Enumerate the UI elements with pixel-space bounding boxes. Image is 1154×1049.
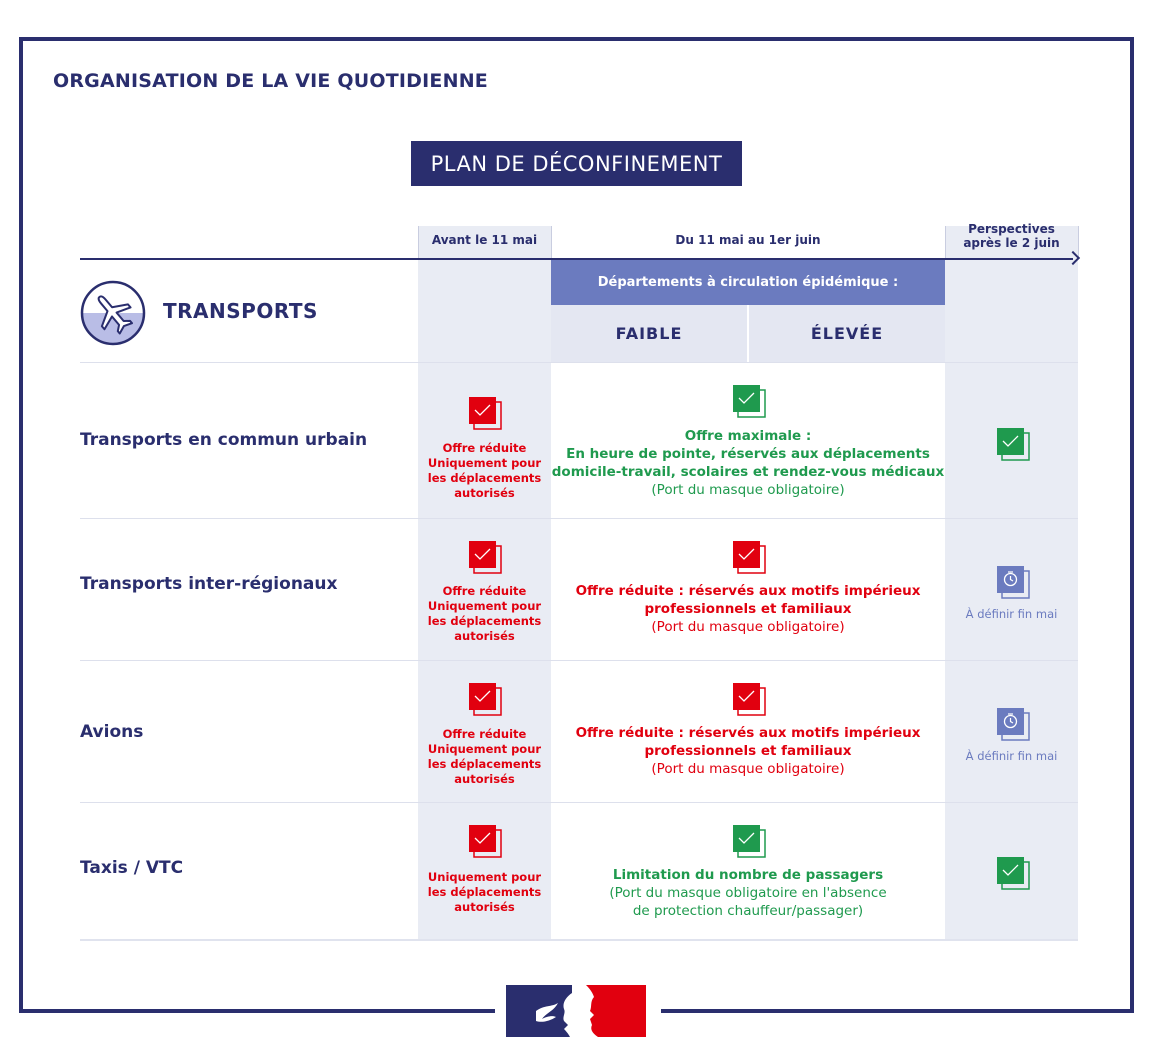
during-title: Offre maximale : — [684, 428, 812, 444]
text-line: Offre réduite — [442, 441, 527, 455]
during-text — [551, 582, 945, 636]
airplane-icon — [80, 280, 146, 346]
text-line: autorisés — [454, 486, 515, 500]
marianne-logo-icon — [506, 985, 646, 1037]
departments-banner: Départements à circulation épidémique : — [551, 260, 945, 305]
green-check-icon — [732, 384, 766, 418]
text-line: Uniquement pour — [427, 456, 542, 470]
row-divider — [80, 518, 1078, 519]
green-check-icon — [996, 856, 1030, 890]
text-line: les déplacements — [427, 614, 542, 628]
sub-header-high: ÉLEVÉE — [749, 305, 945, 362]
row-label-interregional-transport: Transports inter-régionaux — [80, 574, 338, 594]
during-text — [551, 724, 945, 778]
before-text — [418, 584, 551, 644]
column-header-before: Avant le 11 mai — [431, 233, 538, 247]
text-line: Offre réduite : réservés aux motifs impérieux — [575, 725, 921, 741]
text-line: Offre réduite — [442, 727, 527, 741]
during-note: (Port du masque obligatoire) — [651, 619, 845, 635]
before-text — [418, 870, 551, 915]
text-line: Offre réduite — [442, 584, 527, 598]
clock-icon — [996, 565, 1030, 599]
red-check-icon — [732, 682, 766, 716]
category-title: TRANSPORTS — [163, 299, 318, 323]
red-check-icon — [468, 824, 502, 858]
section-title: ORGANISATION DE LA VIE QUOTIDIENNE — [53, 70, 488, 92]
clock-icon — [996, 707, 1030, 741]
text-line: professionnels et familiaux — [644, 601, 852, 617]
text-line: Uniquement pour — [427, 742, 542, 756]
during-title: Limitation du nombre de passagers — [612, 867, 884, 883]
text-line: les déplacements — [427, 471, 542, 485]
during-text — [551, 427, 945, 499]
text-line: les déplacements — [427, 757, 542, 771]
green-check-icon — [996, 427, 1030, 461]
red-check-icon — [468, 682, 502, 716]
during-note: (Port du masque obligatoire) — [651, 761, 845, 777]
text-line: professionnels et familiaux — [644, 743, 852, 759]
text-line: domicile-travail, scolaires et rendez-vous médicaux — [551, 464, 945, 480]
during-note: (Port du masque obligatoire) — [651, 482, 845, 498]
after-text: À définir fin mai — [965, 749, 1058, 763]
row-divider — [80, 660, 1078, 661]
text-line: autorisés — [454, 900, 515, 914]
row-divider — [80, 802, 1078, 803]
row-label-urban-transport: Transports en commun urbain — [80, 430, 368, 450]
table-bottom-border — [80, 939, 1078, 941]
before-text — [418, 441, 551, 501]
text-line: autorisés — [454, 629, 515, 643]
red-check-icon — [468, 540, 502, 574]
red-check-icon — [732, 540, 766, 574]
divider — [1078, 226, 1079, 258]
after-text: À définir fin mai — [965, 607, 1058, 621]
row-label-taxis: Taxis / VTC — [80, 858, 184, 878]
text-line: autorisés — [454, 772, 515, 786]
before-text — [418, 727, 551, 787]
column-header-after-line2: après le 2 juin — [963, 236, 1060, 250]
row-divider — [80, 362, 1078, 363]
text-line: de protection chauffeur/passager) — [632, 903, 864, 919]
text-line: (Port du masque obligatoire en l'absence — [609, 885, 887, 901]
text-line: En heure de pointe, réservés aux déplacements — [566, 446, 930, 462]
text-line: Offre réduite : réservés aux motifs impérieux — [575, 583, 921, 599]
text-line: Uniquement pour — [427, 599, 542, 613]
column-header-after — [945, 222, 1078, 250]
row-label-planes: Avions — [80, 722, 144, 742]
column-header-during: Du 11 mai au 1er juin — [675, 233, 821, 247]
plan-title: PLAN DE DÉCONFINEMENT — [411, 141, 742, 186]
during-text — [551, 866, 945, 920]
column-header-after-line1: Perspectives — [968, 222, 1055, 236]
text-line: Uniquement pour — [427, 870, 542, 884]
text-line: les déplacements — [427, 885, 542, 899]
sub-header-low: FAIBLE — [551, 305, 747, 362]
green-check-icon — [732, 824, 766, 858]
red-check-icon — [468, 396, 502, 430]
